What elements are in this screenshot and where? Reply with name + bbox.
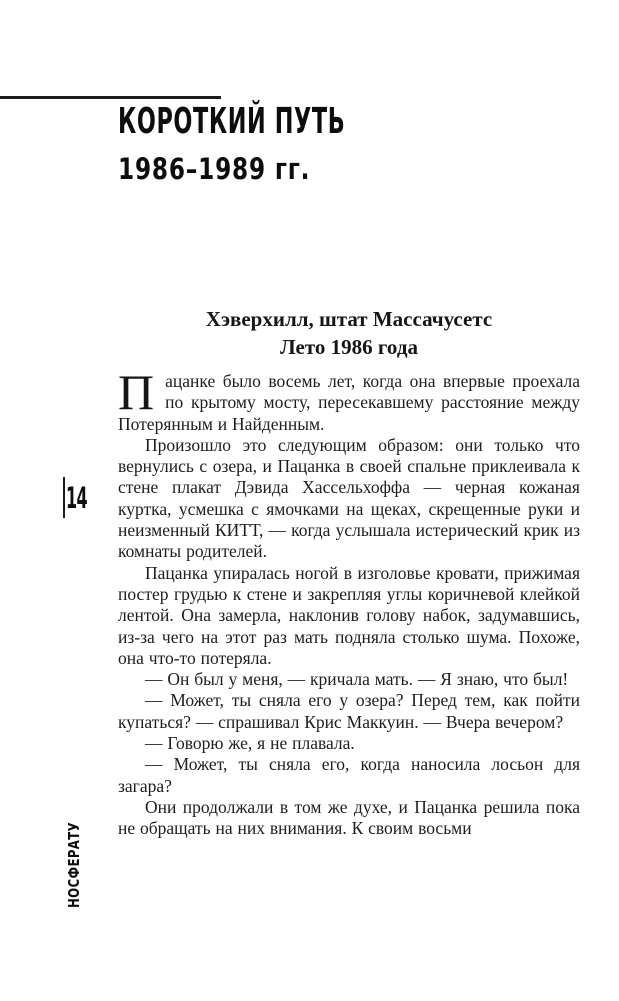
paragraph: — Он был у меня, — кричала мать. — Я знаю, что был! [145, 669, 569, 690]
drop-cap: П [118, 364, 155, 420]
paragraph: — Может, ты сняла его у озера? Перед тем, как пойти купаться? — спрашивал Крис Маккуин. — Вчера вечером? [118, 690, 580, 732]
paragraph: Пацанка упиралась ногой в изголовье кровати, прижимая постер грудью к стене и закрепляя углы коричневой клейкой лентой. Она замерла, наклонив голову набок, задумавшись, из-за чего на этот раз мать подняла столько шума. Похоже, она что-то потеряла. [118, 562, 580, 668]
page-number-rule [63, 477, 65, 518]
book-title-vertical: НОСФЕРАТУ [65, 821, 83, 909]
paragraph-first-text: ацанке было восемь лет, когда она впервые проехала по крытому мосту, пересекавшему расстояние между Потерянным и Найденным. [118, 371, 580, 434]
chapter-subtitle: 1986–1989 гг. [118, 152, 311, 186]
section-heading [118, 305, 580, 361]
page-number: 14 [66, 481, 88, 515]
paragraph: Они продолжали в том же духе, и Пацанка решила пока не обращать на них внимания. К своим восьми [118, 796, 580, 839]
section-heading-location: Хэверхилл, штат Массачусетс [205, 307, 493, 331]
paragraph: Произошло это следующим образом: они только что вернулись с озера, и Пацанка в своей спальне приклеивала к стене плакат Дэвида Хассельхоффа — черная кожаная куртка, усмешка с ямочками на щеках, скрещенные руки и неизменный КИТТ, — когда услышала истерический крик из комнаты родителей. [118, 434, 580, 562]
paragraph-first [118, 364, 580, 435]
paragraph: — Может, ты сняла его, когда наносила лосьон для загара? [118, 754, 580, 796]
section-heading-date: Лето 1986 года [280, 335, 418, 359]
body-text [118, 364, 580, 840]
chapter-rule [0, 96, 221, 99]
paragraph: — Говорю же, я не плавала. [145, 733, 355, 754]
chapter-title: КОРОТКИЙ ПУТЬ [118, 101, 346, 142]
